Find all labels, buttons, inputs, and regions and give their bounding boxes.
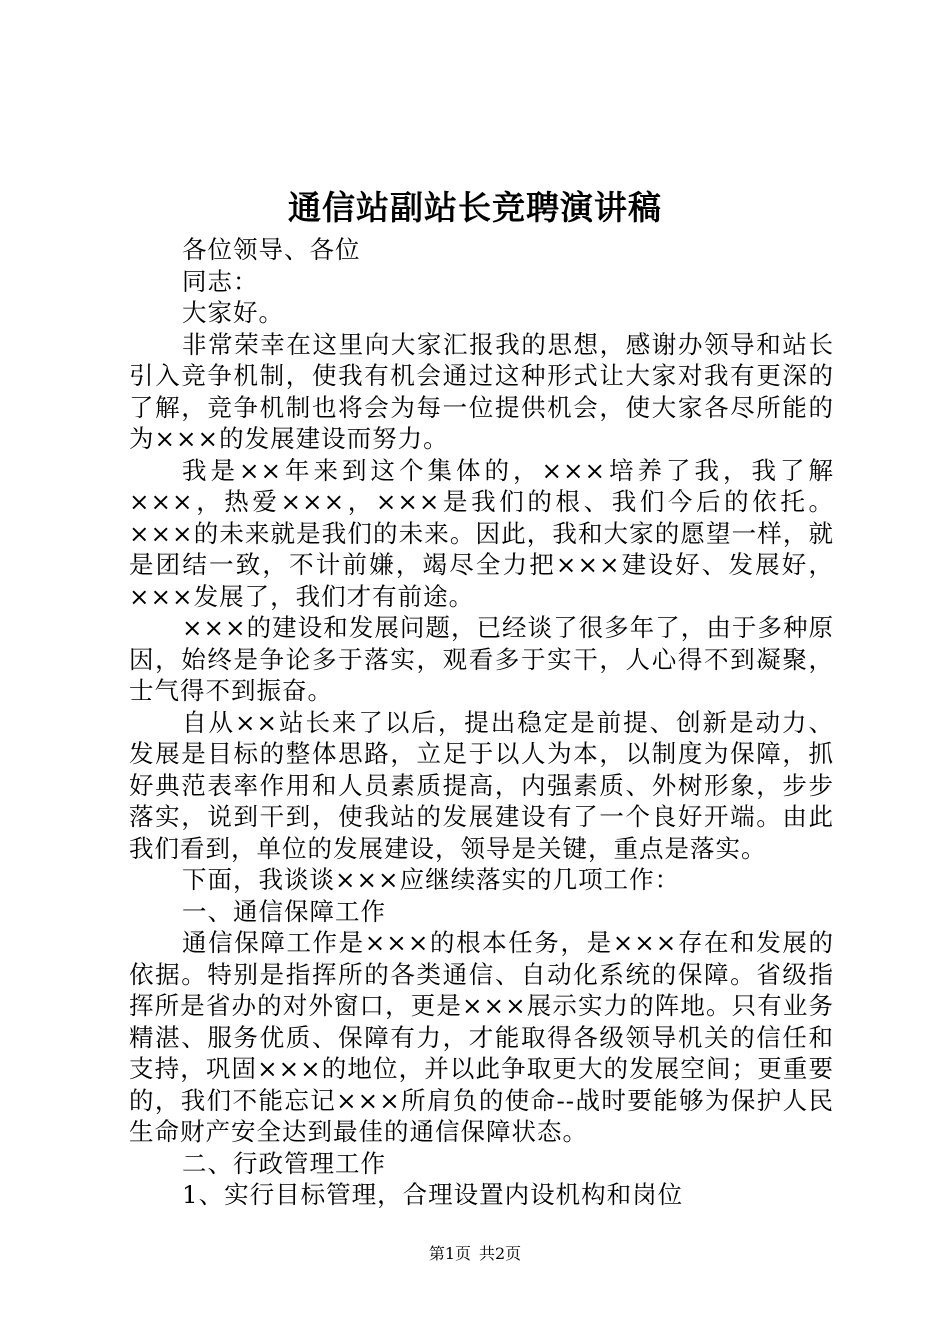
paragraph: ×××的建设和发展问题，已经谈了很多年了，由于多种原因，始终是争论多于落实，观看多于实干，人心得不到凝聚，士气得不到振奋。: [129, 613, 834, 705]
subsection-heading: 1、实行目标管理，合理设置内设机构和岗位: [182, 1180, 684, 1209]
section-heading: 二、行政管理工作: [182, 1148, 386, 1178]
section-heading: 一、通信保障工作: [182, 896, 386, 926]
salutation-line-1: 各位领导、各位: [182, 235, 361, 264]
greeting: 大家好。: [182, 298, 284, 327]
page-footer: [0, 1242, 950, 1266]
paragraph: 通信保障工作是×××的根本任务，是×××存在和发展的依据。特别是指挥所的各类通信、自动化系统的保障。省级指挥所是省办的对外窗口，更是×××展示实力的阵地。只有业务精湛、服务优质、保障有力，才能取得各级领导机关的信任和支持，巩固×××的地位，并以此争取更大的发展空间；更重要的，我们不能忘记×××所肩负的使命--战时要能够为保护人民生命财产安全达到最佳的通信保障状态。: [129, 928, 834, 1146]
paragraph: 我是××年来到这个集体的，×××培养了我，我了解×××，热爱×××，×××是我们的根、我们今后的依托。×××的未来就是我们的未来。因此，我和大家的愿望一样，就是团结一致，不计前嫌，竭尽全力把×××建设好、发展好，×××发展了，我们才有前途。: [129, 455, 834, 611]
paragraph: 非常荣幸在这里向大家汇报我的思想，感谢办领导和站长引入竞争机制，使我有机会通过这种形式让大家对我有更深的了解，竞争机制也将会为每一位提供机会，使大家各尽所能的为×××的发展建设而努力。: [129, 329, 834, 453]
paragraph: 下面，我谈谈×××应继续落实的几项工作：: [182, 865, 681, 894]
page-number: 第1页: [428, 1244, 471, 1263]
page-total: 共2页: [479, 1244, 522, 1263]
salutation-line-2: 同志：: [182, 266, 259, 296]
document-body: [129, 234, 834, 1211]
paragraph: 自从××站长来了以后，提出稳定是前提、创新是动力、发展是目标的整体思路，立足于以人为本，以制度为保障，抓好典范表率作用和人员素质提高，内强素质、外树形象，步步落实，说到干到，使我站的发展建设有了一个良好开端。由此我们看到，单位的发展建设，领导是关键，重点是落实。: [129, 707, 834, 863]
document-title: 通信站副站长竞聘演讲稿: [288, 188, 662, 227]
